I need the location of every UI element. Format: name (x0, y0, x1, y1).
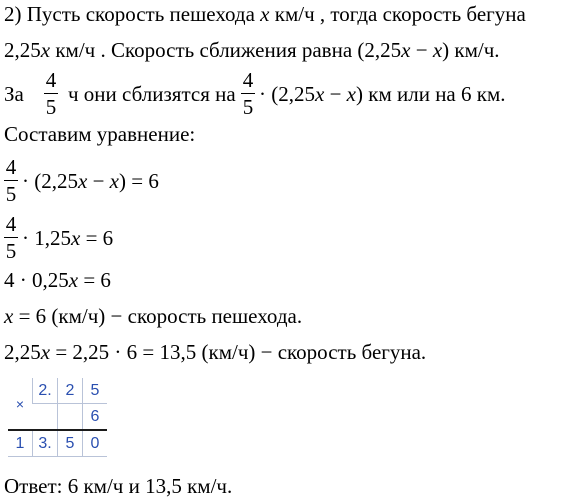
text: − (87, 169, 110, 193)
text: км/ч , тогда скорость бегуна (269, 2, 526, 26)
equation-1 (22, 169, 159, 193)
denominator: 5 (5, 182, 17, 206)
fraction-bar (4, 180, 18, 181)
multiplicand-row (8, 378, 107, 404)
digit-cell: 5 (58, 430, 83, 457)
text: = 6 (78, 268, 111, 292)
text: 2,25 (4, 340, 41, 364)
distance-line-prefix: За (4, 82, 24, 106)
variable: x (432, 38, 443, 62)
variable: x (315, 82, 325, 106)
digit-cell (33, 404, 58, 431)
text: · (2,25 (22, 169, 78, 193)
fraction-four-fifths (241, 68, 255, 119)
text: км/ч . Скорость сближения равна (2,25 (50, 38, 402, 62)
text: ) км или на 6 км. (356, 82, 506, 106)
variable: x (78, 169, 88, 193)
variable: x (109, 169, 119, 193)
fraction-four-fifths (4, 212, 18, 263)
numerator: 4 (5, 155, 17, 179)
denominator: 5 (45, 95, 57, 119)
distance-line-middle: ч они сблизятся на (68, 82, 236, 106)
variable: x (40, 340, 51, 364)
variable: x (346, 82, 356, 106)
variable: x (71, 226, 81, 250)
equation-heading: Составим уравнение: (4, 122, 196, 146)
text: 2,25 (4, 38, 41, 62)
variable: x (4, 304, 14, 328)
text: ) = 6 (119, 169, 159, 193)
variable: x (40, 38, 51, 62)
runner-speed-result (4, 340, 426, 364)
text: = 2,25 · 6 = 13,5 (км/ч) − скорость бегуна. (50, 340, 427, 364)
equation-2 (22, 226, 113, 250)
variable: x (401, 38, 411, 62)
text: ) км/ч. (442, 38, 500, 62)
text: 4 · 0,25 (4, 268, 69, 292)
text: − (410, 38, 433, 62)
digit-cell: 0 (83, 430, 108, 457)
numerator: 4 (242, 68, 254, 92)
pedestrian-speed-result (4, 304, 302, 328)
text: = 6 (80, 226, 114, 250)
digit-cell: 2. (33, 378, 58, 404)
digit-cell: 5 (83, 378, 108, 404)
text: = 6 (км/ч) − скорость пешехода. (13, 304, 303, 328)
text: 2) Пусть скорость пешехода (4, 2, 261, 26)
text: − (324, 82, 347, 106)
fraction-bar (241, 93, 255, 94)
fraction-four-fifths (4, 155, 18, 206)
digit-cell: 3. (33, 430, 58, 457)
variable: x (68, 268, 79, 292)
fraction-bar (4, 237, 18, 238)
digit-cell: 1 (8, 430, 33, 457)
digit-cell: 6 (83, 404, 108, 431)
digit-cell (58, 404, 83, 431)
digit-cell: 2 (58, 378, 83, 404)
numerator: 4 (45, 68, 57, 92)
answer-line: Ответ: 6 км/ч и 13,5 км/ч. (4, 474, 233, 498)
multiply-sign: × (8, 378, 33, 430)
fraction-four-fifths (44, 68, 58, 119)
equation-3 (4, 268, 111, 292)
distance-line-suffix (259, 82, 506, 106)
fraction-bar (44, 93, 58, 94)
text: · 1,25 (22, 226, 71, 250)
denominator: 5 (5, 239, 17, 263)
column-multiplication (8, 378, 107, 457)
variable: x (260, 2, 270, 26)
problem-statement-line (4, 2, 526, 26)
denominator: 5 (242, 95, 254, 119)
numerator: 4 (5, 212, 17, 236)
product-row (8, 430, 107, 457)
text: · (2,25 (259, 82, 315, 106)
closing-speed-line (4, 38, 500, 62)
